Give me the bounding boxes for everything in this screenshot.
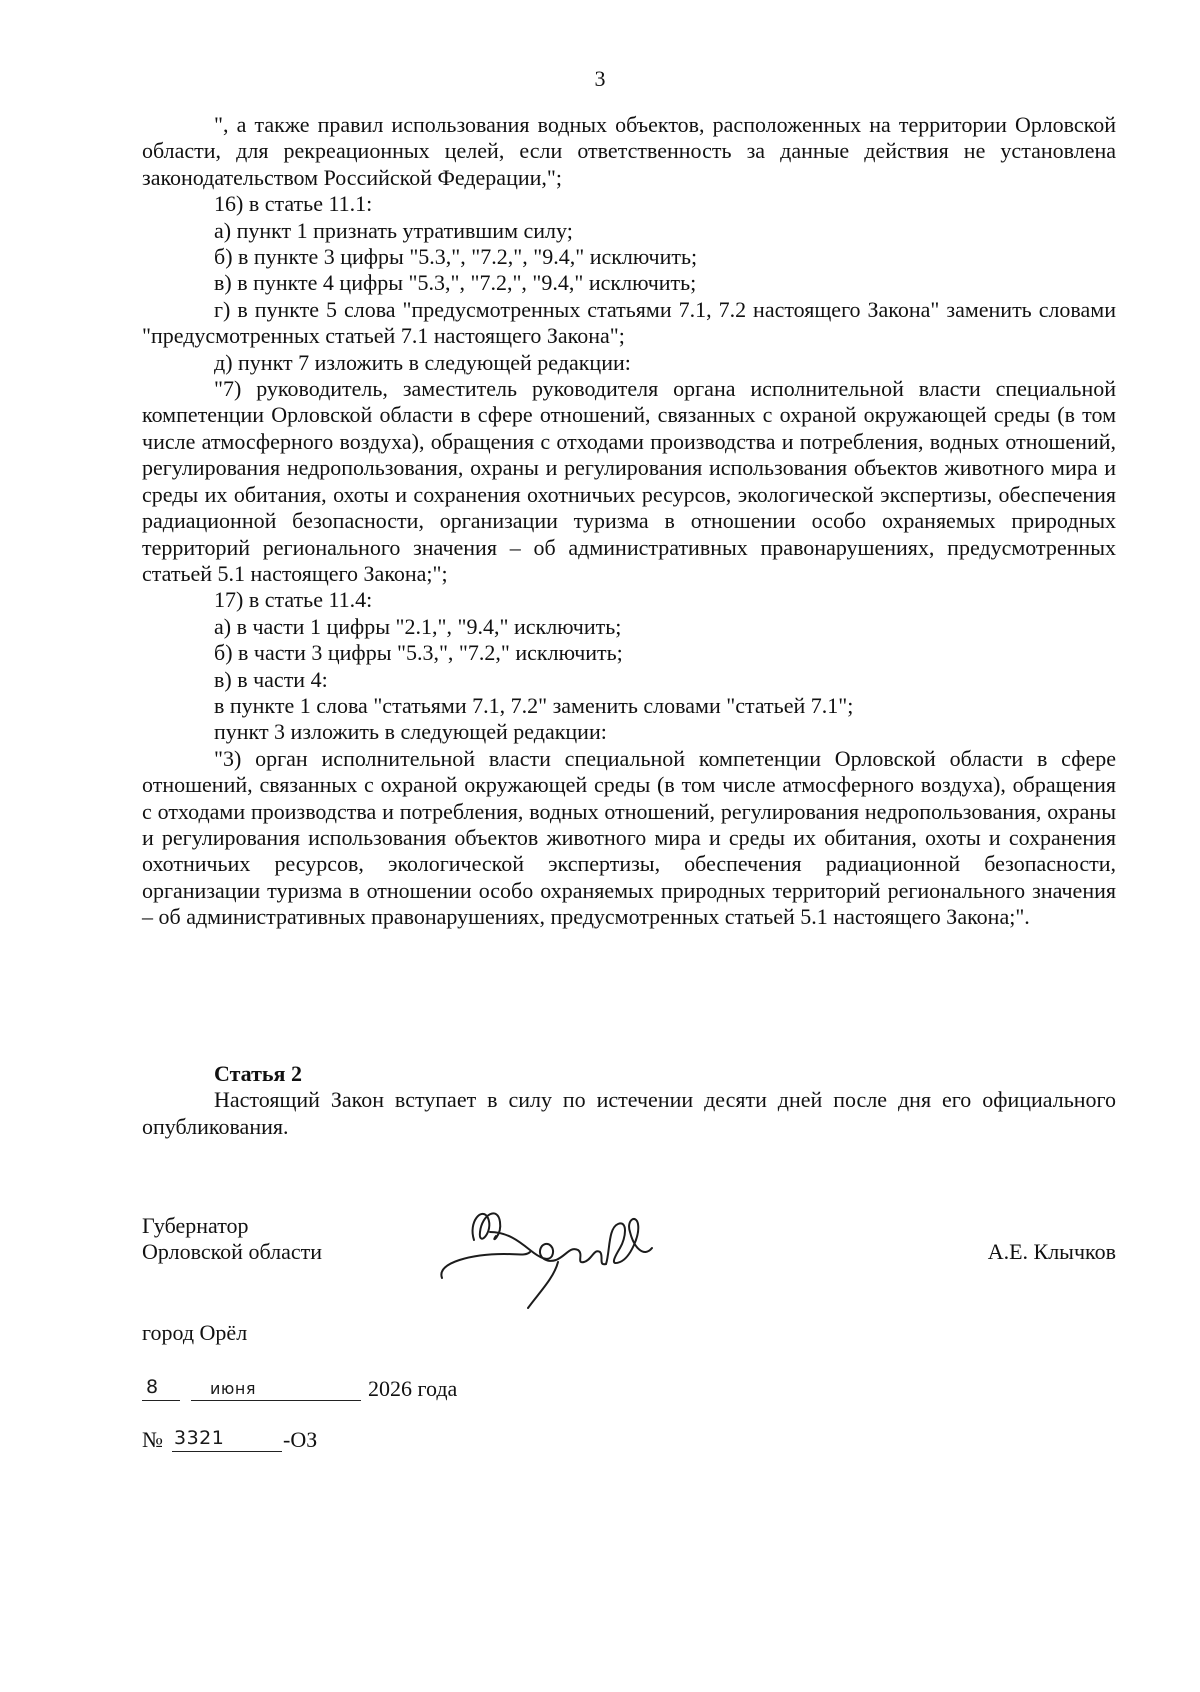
law-number-suffix: -ОЗ — [283, 1427, 318, 1452]
signatory-title-line1: Губернатор — [142, 1213, 249, 1238]
law-number-value: 3321 — [172, 1427, 282, 1452]
page-number: 3 — [594, 66, 606, 91]
body-paragraph: 16) в статье 11.1: — [214, 191, 373, 217]
body-paragraph: в пункте 1 слова "статьями 7.1, 7.2" заменить словами "статьей 7.1"; — [214, 692, 854, 718]
body-paragraph: ", а также правил использования водных объектов, расположенных на территории Орловской области, для рекреационных целей, если ответственность за данные действия не установлена законодательством Российской Федерации,"; — [142, 112, 1116, 190]
date-year: 2026 года — [368, 1376, 458, 1401]
handwritten-signature — [434, 1192, 664, 1322]
body-paragraph: "7) руководитель, заместитель руководителя органа исполнительной власти специальной компетенции Орловской области в сфере отношений, связанных с охраной окружающей среды (в том числе атмосферного воздуха), обращения с отходами производства и потребления, водных отношений, регулирования недропользования, охраны и регулирования использования объектов животного мира и среды их обитания, охоты и сохранения охотничьих ресурсов, экологической экспертизы, обеспечения радиационной безопасности, организации туризма в отношении особо охраняемых природных территорий регионального значения – об административных правонарушениях, предусмотренных статьей 5.1 настоящего Закона;"; — [142, 376, 1116, 586]
body-paragraph: д) пункт 7 изложить в следующей редакции: — [214, 349, 631, 375]
body-paragraph: а) в части 1 цифры "2.1,", "9.4," исключить; — [214, 613, 622, 639]
date-month: июня — [191, 1376, 361, 1401]
body-paragraph: 17) в статье 11.4: — [214, 587, 373, 613]
signatory-name: А.Е. Клычков — [987, 1239, 1116, 1264]
signatory-title-line2: Орловской области — [142, 1239, 322, 1264]
article-heading: Статья 2 — [214, 1061, 302, 1086]
date-day: 8 — [142, 1376, 180, 1401]
body-paragraph: г) в пункте 5 слова "предусмотренных статьями 7.1, 7.2 настоящего Закона" заменить словами "предусмотренных статьей 7.1 настоящего Закона"; — [142, 296, 1116, 349]
body-paragraph: "3) орган исполнительной власти специальной компетенции Орловской области в сфере отношений, связанных с охраной окружающей среды (в том числе атмосферного воздуха), обращения с отходами производства и потребления, водных отношений, регулирования недропользования, охраны и регулирования использования объектов животного мира и среды их обитания, охоты и сохранения охотничьих ресурсов, экологической экспертизы, обеспечения радиационной безопасности, организации туризма в отношении особо охраняемых природных территорий регионального значения – об административных правонарушениях, предусмотренных статьей 5.1 настоящего Закона;". — [142, 745, 1116, 930]
body-paragraph: в) в части 4: — [214, 666, 328, 692]
body-paragraph: б) в пункте 3 цифры "5.3,", "7.2,", "9.4," исключить; — [214, 244, 698, 270]
body-paragraph: а) пункт 1 признать утратившим силу; — [214, 217, 573, 243]
body-paragraph: пункт 3 изложить в следующей редакции: — [214, 719, 607, 745]
document-body — [142, 112, 1116, 931]
article-text: Настоящий Закон вступает в силу по истечении десяти дней после дня его официального опубликования. — [142, 1087, 1116, 1139]
number-sign: № — [142, 1427, 163, 1452]
signing-date — [142, 1376, 542, 1406]
body-paragraph: б) в части 3 цифры "5.3,", "7.2," исключить; — [214, 640, 623, 666]
body-paragraph: в) в пункте 4 цифры "5.3,", "7.2,", "9.4," исключить; — [214, 270, 697, 296]
article-2 — [142, 1061, 1116, 1140]
city: город Орёл — [142, 1320, 248, 1345]
law-number — [142, 1427, 542, 1457]
